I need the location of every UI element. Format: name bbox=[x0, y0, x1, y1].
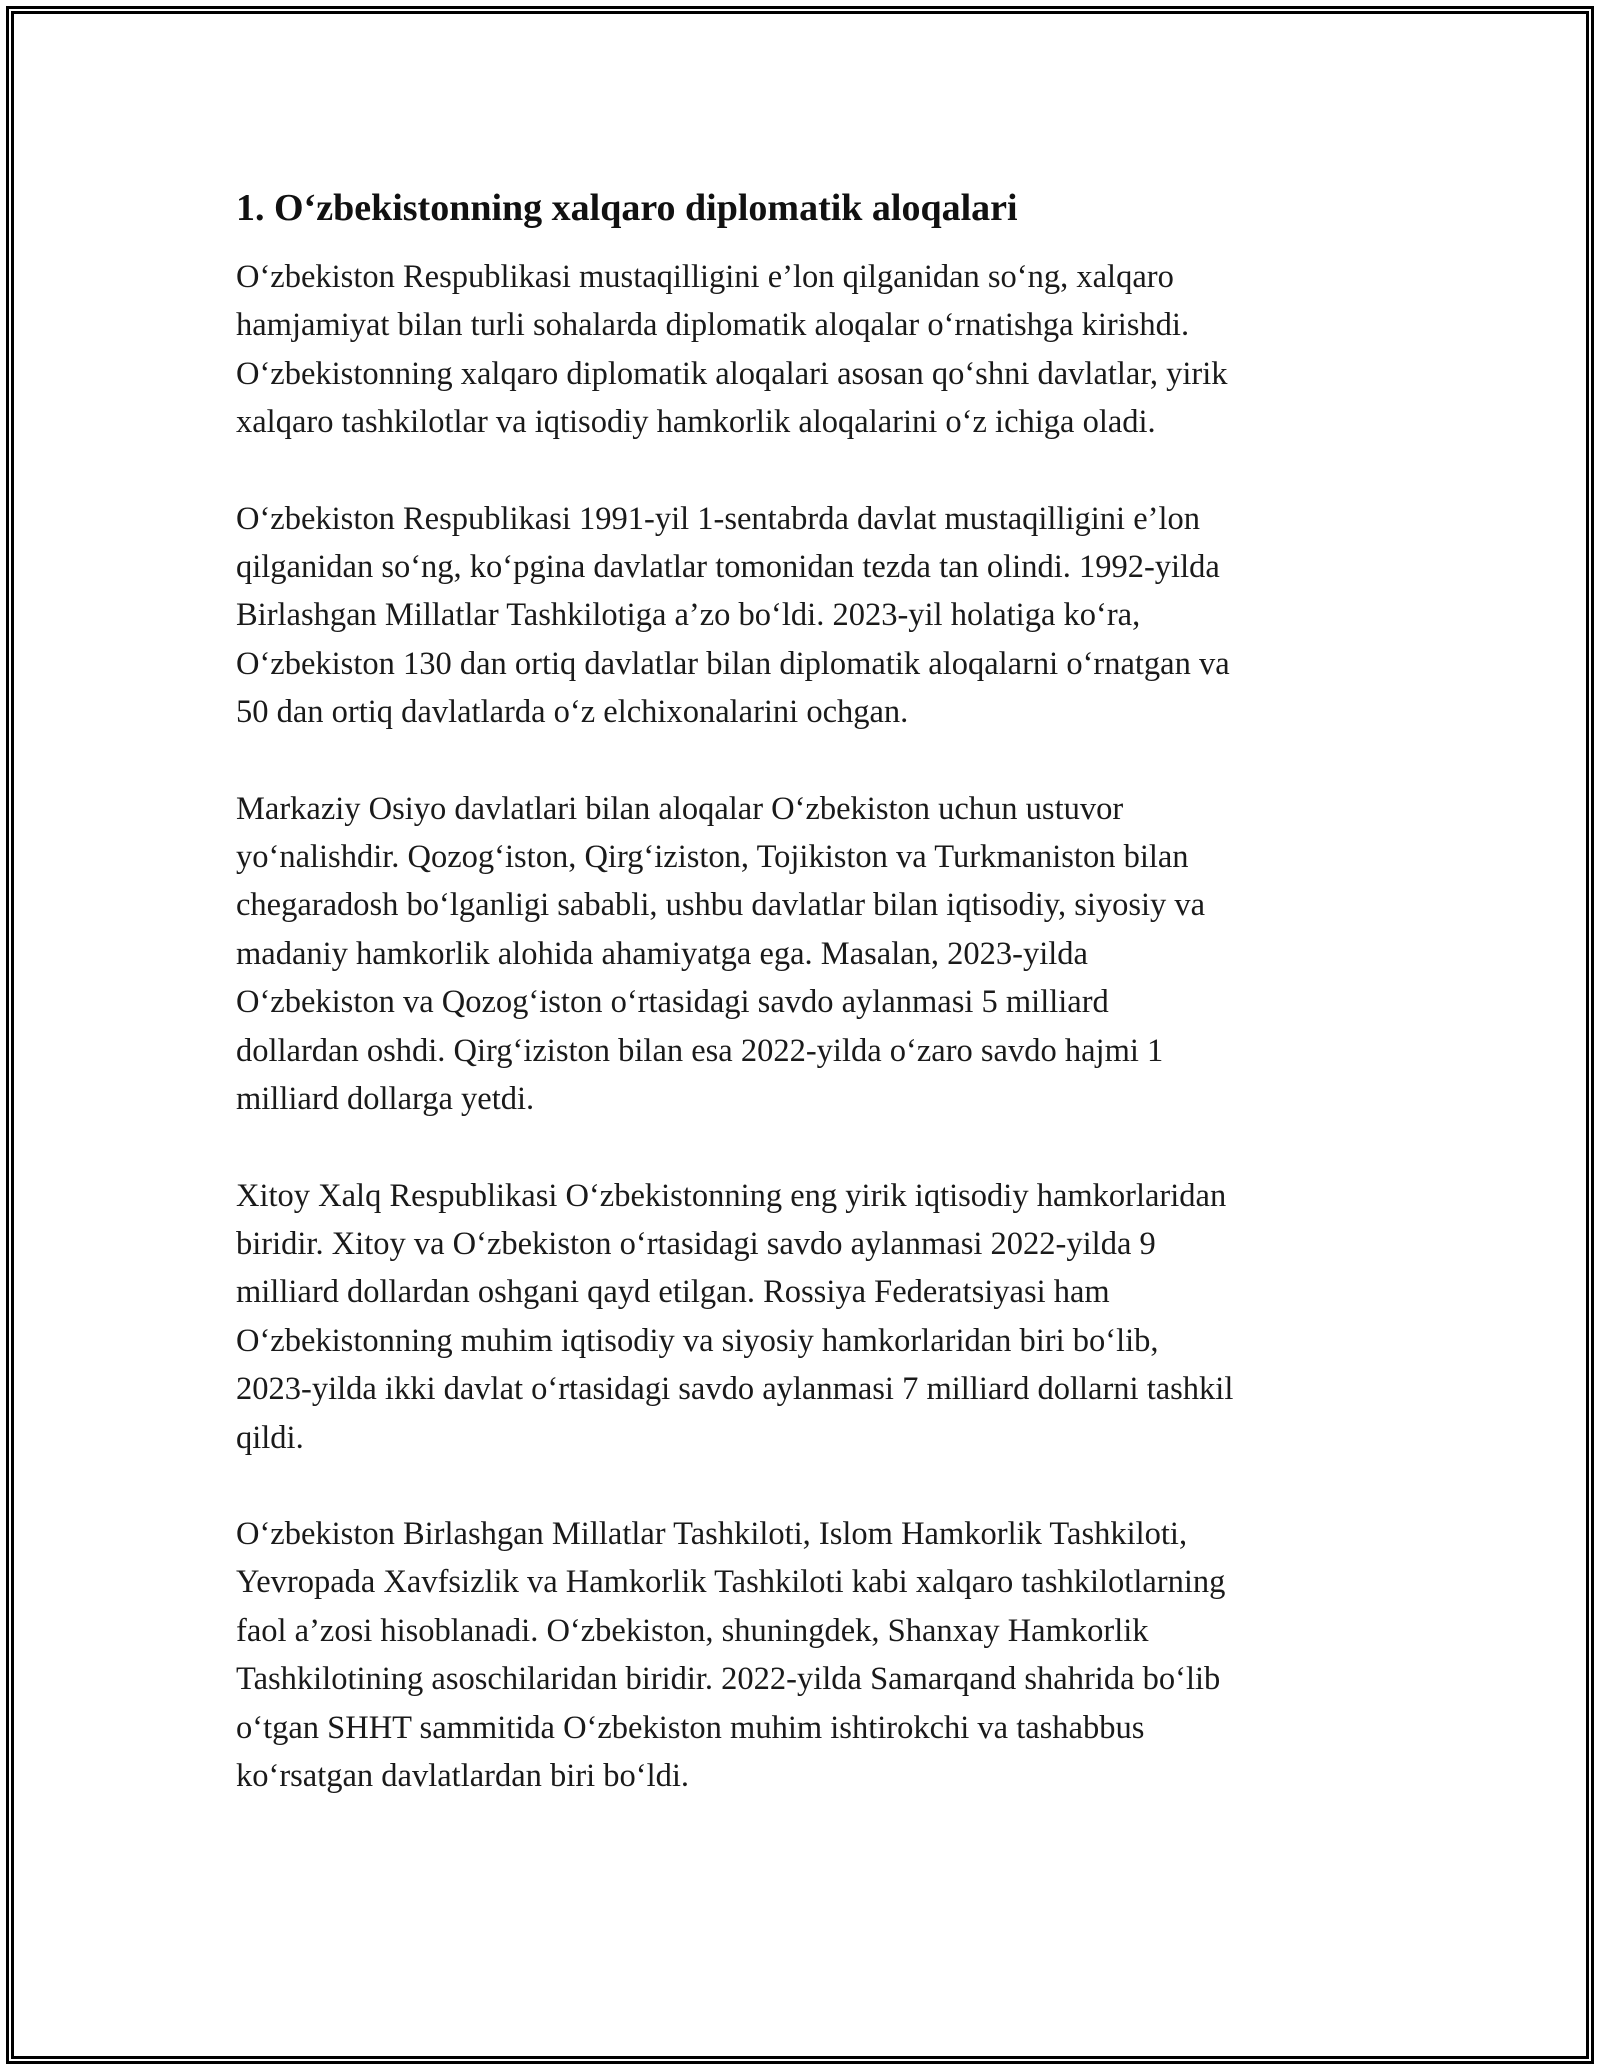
text-line: Birlashgan Millatlar Tashkilotiga a’zo bo‘ldi. 2023-yil holatiga ko‘ra, bbox=[236, 597, 1141, 634]
text-line: Xitoy Xalq Respublikasi O‘zbekistonning eng yirik iqtisodiy hamkorlaridan bbox=[236, 1177, 1227, 1214]
text-line: chegaradosh bo‘lganligi sababli, ushbu davlatlar bilan iqtisodiy, siyosiy va bbox=[236, 887, 1206, 924]
text-line: qilganidan so‘ng, ko‘pgina davlatlar tomonidan tezda tan olindi. 1992-yilda bbox=[236, 549, 1220, 586]
text-line: milliard dollarga yetdi. bbox=[236, 1081, 535, 1118]
text-line: Tashkilotining asoschilaridan biridir. 2022-yilda Samarqand shahrida bo‘lib bbox=[236, 1661, 1221, 1698]
text-line: hamjamiyat bilan turli sohalarda diplomatik aloqalar o‘rnatishga kirishdi. bbox=[236, 307, 1190, 344]
text-line: qildi. bbox=[236, 1419, 304, 1456]
text-line: faol a’zosi hisoblanadi. O‘zbekiston, shuningdek, Shanxay Hamkorlik bbox=[236, 1612, 1149, 1649]
text-line: xalqaro tashkilotlar va iqtisodiy hamkorlik aloqalarini o‘z ichiga oladi. bbox=[236, 404, 1156, 441]
paragraph-4 bbox=[236, 1172, 1366, 1462]
text-line: O‘zbekiston Respublikasi mustaqilligini e’lon qilganidan so‘ng, xalqaro bbox=[236, 259, 1174, 295]
text-line: milliard dollardan oshgani qayd etilgan. Rossiya Federatsiyasi ham bbox=[236, 1274, 1110, 1311]
text-line: O‘zbekistonning muhim iqtisodiy va siyosiy hamkorlaridan biri bo‘lib, bbox=[236, 1322, 1159, 1359]
paragraph-2 bbox=[236, 495, 1366, 737]
document-body bbox=[236, 183, 1366, 1848]
text-line: o‘tgan SHHT sammitida O‘zbekiston muhim ishtirokchi va tashabbus bbox=[236, 1709, 1145, 1746]
section-heading: 1. O‘zbekistonning xalqaro diplomatik aloqalari bbox=[236, 187, 1018, 229]
text-line: dollardan oshdi. Qirg‘iziston bilan esa 2022-yilda o‘zaro savdo hajmi 1 bbox=[236, 1032, 1164, 1069]
text-line: O‘zbekiston Birlashgan Millatlar Tashkiloti, Islom Hamkorlik Tashkiloti, bbox=[236, 1515, 1188, 1552]
text-line: 50 dan ortiq davlatlarda o‘z elchixonalarini ochgan. bbox=[236, 694, 909, 731]
text-line: 2023-yilda ikki davlat o‘rtasidagi savdo aylanmasi 7 milliard dollarni tashkil bbox=[236, 1371, 1234, 1408]
text-line: Markaziy Osiyo davlatlari bilan aloqalar O‘zbekiston uchun ustuvor bbox=[236, 790, 1124, 827]
text-line: madaniy hamkorlik alohida ahamiyatga ega. Masalan, 2023-yilda bbox=[236, 935, 1088, 972]
text-line: ko‘rsatgan davlatlardan biri bo‘ldi. bbox=[236, 1757, 690, 1794]
text-line: O‘zbekiston Respublikasi 1991-yil 1-sentabrda davlat mustaqilligini e’lon bbox=[236, 500, 1200, 537]
paragraph-5 bbox=[236, 1510, 1366, 1800]
text-line: biridir. Xitoy va O‘zbekiston o‘rtasidagi savdo aylanmasi 2022-yilda 9 bbox=[236, 1225, 1156, 1262]
text-line: O‘zbekiston 130 dan ortiq davlatlar bilan diplomatik aloqalarni o‘rnatgan va bbox=[236, 645, 1230, 682]
text-line: Yevropada Xavfsizlik va Hamkorlik Tashkiloti kabi xalqaro tashkilotlarning bbox=[236, 1564, 1226, 1601]
text-line: O‘zbekistonning xalqaro diplomatik aloqalari asosan qo‘shni davlatlar, yirik bbox=[236, 355, 1228, 392]
paragraph-1 bbox=[236, 253, 1366, 447]
text-line: O‘zbekiston va Qozog‘iston o‘rtasidagi savdo aylanmasi 5 milliard bbox=[236, 984, 1109, 1021]
paragraph-3 bbox=[236, 785, 1366, 1124]
text-line: yo‘nalishdir. Qozog‘iston, Qirg‘iziston, Tojikiston va Turkmaniston bilan bbox=[236, 839, 1189, 876]
